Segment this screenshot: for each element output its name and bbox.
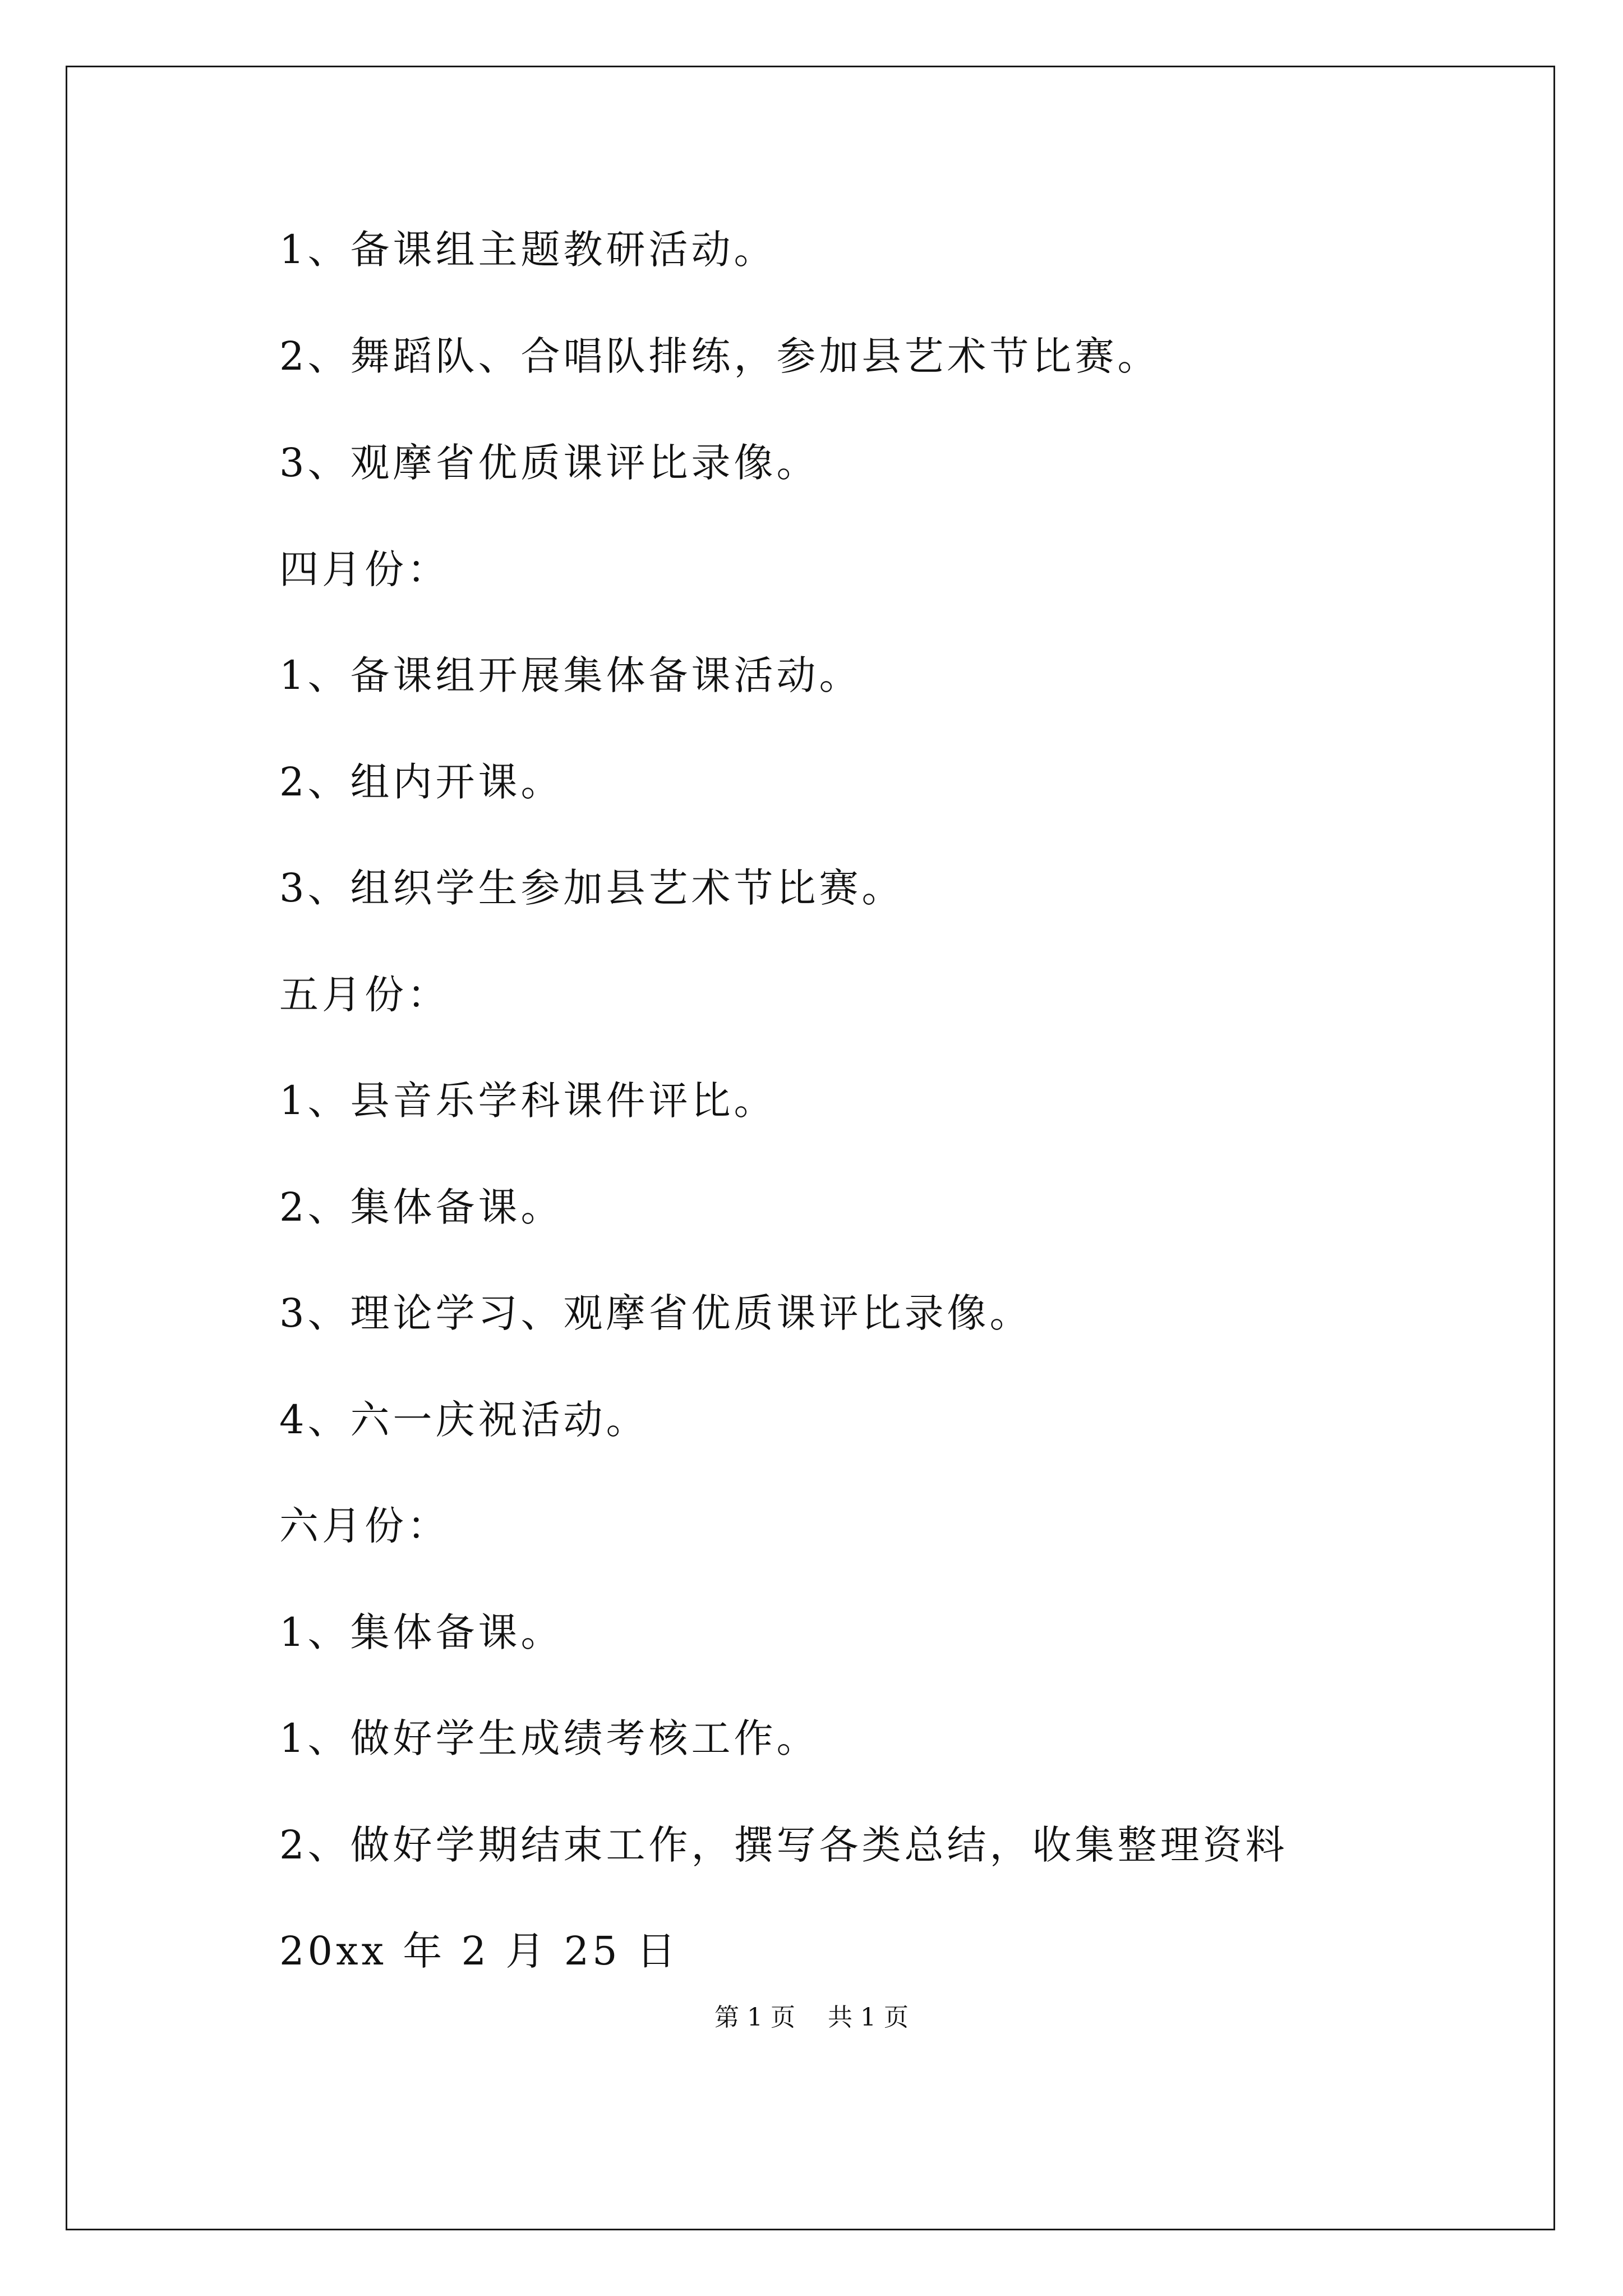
list-item: 2、做好学期结束工作，撰写各类总结，收集整理资料 bbox=[279, 1822, 1288, 1868]
list-item: 1、做好学生成绩考核工作。 bbox=[279, 1715, 819, 1761]
list-item: 3、组织学生参加县艺术节比赛。 bbox=[279, 865, 905, 911]
list-item: 4、六一庆祝活动。 bbox=[279, 1397, 649, 1443]
list-item: 1、备课组开展集体备课活动。 bbox=[279, 652, 862, 698]
list-item: 2、舞蹈队、合唱队排练，参加县艺术节比赛。 bbox=[279, 333, 1160, 379]
list-item: 3、观摩省优质课评比录像。 bbox=[279, 440, 819, 486]
page-number-total: 共 1 页 bbox=[828, 2003, 909, 2032]
page-border bbox=[66, 66, 1555, 2230]
section-heading: 四月份： bbox=[279, 546, 450, 592]
section-heading: 六月份： bbox=[279, 1503, 450, 1549]
list-item: 2、组内开课。 bbox=[279, 759, 564, 805]
list-item: 2、集体备课。 bbox=[279, 1184, 564, 1230]
page-number-current: 第 1 页 bbox=[714, 2003, 795, 2032]
document-date: 20xx 年 2 月 25 日 bbox=[279, 1928, 679, 1974]
list-item: 1、集体备课。 bbox=[279, 1609, 564, 1655]
list-item: 3、理论学习、观摩省优质课评比录像。 bbox=[279, 1290, 1032, 1336]
list-item: 1、备课组主题教研活动。 bbox=[279, 227, 777, 273]
section-heading: 五月份： bbox=[279, 972, 450, 1018]
page-footer bbox=[0, 2003, 1623, 2033]
list-item: 1、县音乐学科课件评比。 bbox=[279, 1078, 777, 1124]
